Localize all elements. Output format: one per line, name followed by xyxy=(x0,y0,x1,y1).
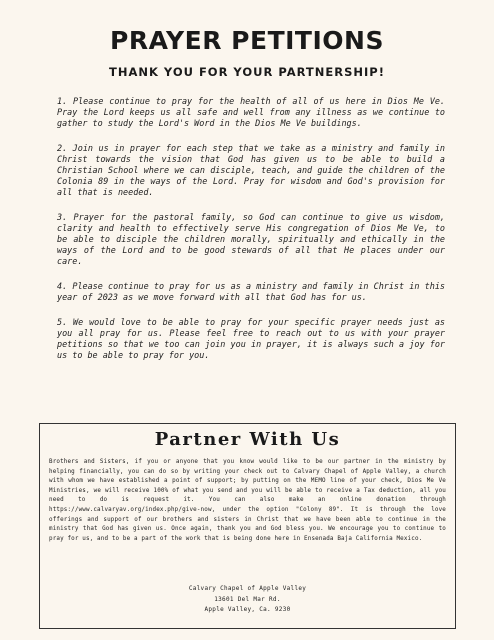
petition-item-1: 1. Please continue to pray for the health of all of us here in Dios Me Ve. Pray the Lord keeps us all safe and well from any illness as we continue to gather to study the Lord's Word in the Dios Me Ve buildings. xyxy=(57,96,445,128)
page-subtitle: THANK YOU FOR YOUR PARTNERSHIP! xyxy=(109,65,385,79)
address-line-1: Calvary Chapel of Apple Valley xyxy=(188,585,307,592)
petition-item-4: 4. Please continue to pray for us as a ministry and family in Christ in this year of 2023 as we move forward with all that God has for us. xyxy=(57,281,445,302)
petition-list xyxy=(57,96,445,375)
petition-item-2: 2. Join us in prayer for each step that we take as a ministry and family in Christ towards the vision that God has given us to be able to build a Christian School where we can disciple, teach, and guide the children of the Colonia 89 in the ways of the Lord. Pray for wisdom and God's provision for all that is needed. xyxy=(57,143,445,197)
partner-body: Brothers and Sisters, if you or anyone that you know would like to be our partner in the ministry by helping financially, you can do so by writing your check out to Calvary Chapel of Apple Valley, a church with whom we have established a point of support; by putting on the MEMO line of your check, Dios Me Ve Ministries, we will receive 100% of what you send and you will be able to receive a Tax deduction, all you need to do is request it. You can also make an online donation through https://www.calvaryav.org/index.php/give-now, under the option "Colony 89". It is through the love offerings and support of our brothers and sisters in Christ that we have been able to continue in the ministry that God has given us. Once again, thank you and God bless you. We encourage you to continue to pray for us, and to be a part of the work that is being done here in Ensenada Baja California Mexico. xyxy=(49,459,446,542)
petition-item-5: 5. We would love to be able to pray for your specific prayer needs just as you all pray for us. Please feel free to reach out to us with your prayer petitions so that we too can join you in prayer, it is always such a joy for us to be able to pray for you. xyxy=(57,317,445,360)
petition-item-3: 3. Prayer for the pastoral family, so God can continue to give us wisdom, clarity and health to effectively serve His congregation of Dios Me Ve, to be able to disciple the children morally, spiritually and ethically in the ways of the Lord and to be good stewards of all that He places under our care. xyxy=(57,212,445,266)
partner-box xyxy=(39,423,456,629)
address-line-3: Apple Valley, Ca. 9230 xyxy=(204,606,291,613)
partner-title: Partner With Us xyxy=(154,429,341,450)
mailing-address xyxy=(40,584,455,616)
page-title: PRAYER PETITIONS xyxy=(110,26,384,55)
address-line-2: 13601 Del Mar Rd. xyxy=(214,595,281,603)
